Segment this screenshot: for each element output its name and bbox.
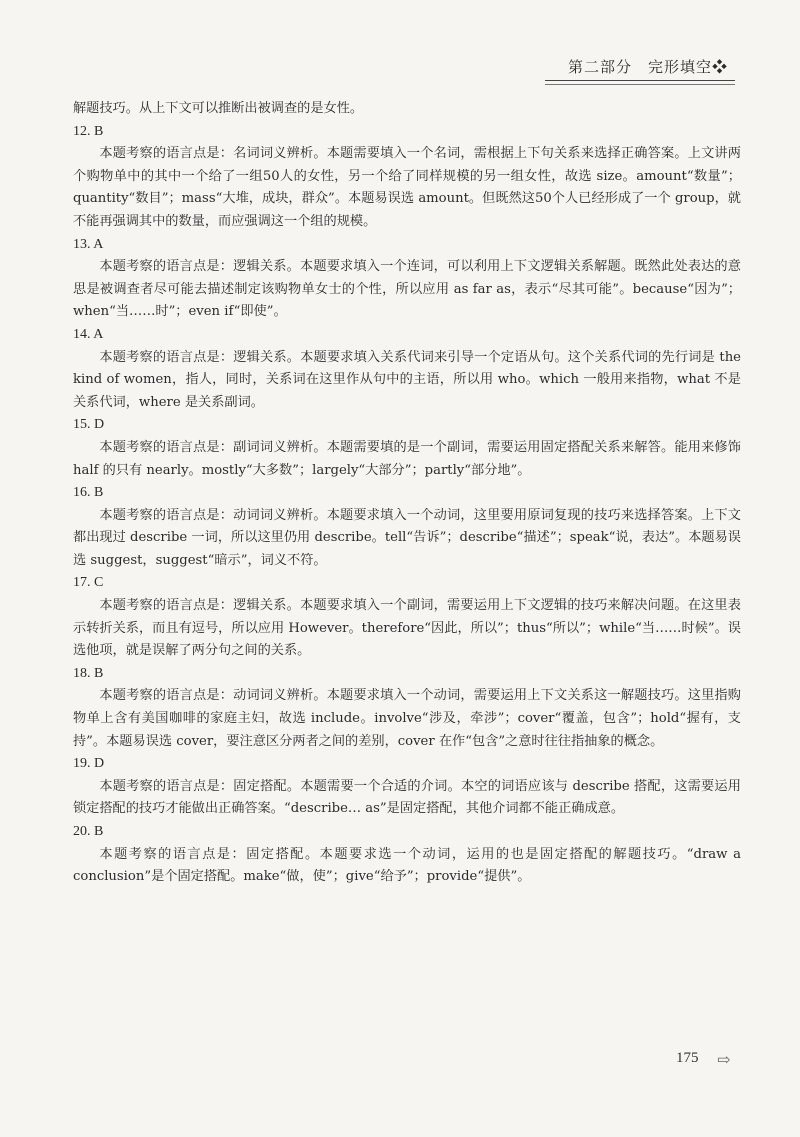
answer-number-18: 18. B bbox=[73, 665, 104, 681]
page-number: 175 bbox=[676, 1050, 699, 1066]
answer-number-15: 15. D bbox=[73, 417, 105, 433]
header-rule-thin bbox=[545, 84, 735, 85]
header-rule bbox=[545, 80, 735, 81]
answer-number-14: 14. A bbox=[73, 326, 104, 342]
answer-explanation-18: 本题考察的语言点是：动词词义辨析。本题要求填入一个动词，需要运用上下文关系这一解题技巧。这里指购物单上含有美国咖啡的家庭主妇，故选 include。involve“涉及，牵涉”；cover“覆盖，包含”；hold“握有，支持”。本题易误选 cover，要注意区分两者之间的差别，cover 在作“包含”之意时往往指抽象的概念。 bbox=[73, 688, 741, 749]
answer-explanation-14: 本题考察的语言点是：逻辑关系。本题要求填入关系代词来引导一个定语从句。这个关系代词的先行词是 the kind of women，指人，同时，关系词在这里作从句中的主语，所以用 who。which 一般用来指物，what 不是关系代词，where 是关系副词。 bbox=[73, 349, 741, 410]
section-title: 第二部分 完形填空❖ bbox=[567, 58, 728, 76]
answer-explanations bbox=[73, 98, 741, 889]
answer-number-19: 19. D bbox=[73, 756, 105, 772]
answer-explanation-16: 本题考察的语言点是：动词词义辨析。本题要求填入一个动词，这里要用原词复现的技巧来选择答案。上下文都出现过 describe 一词，所以这里仍用 describe。tell“告诉”；describe“描述”；speak“说，表达”。本题易误选 suggest，suggest“暗示”，词义不符。 bbox=[73, 507, 741, 568]
answer-explanation-20: 本题考察的语言点是：固定搭配。本题要求选一个动词，运用的也是固定搭配的解题技巧。“draw a conclusion”是个固定搭配。make“做，使”；give“给予”；provide“提供”。 bbox=[73, 846, 741, 885]
answer-number-12: 12. B bbox=[73, 123, 104, 139]
page-header bbox=[0, 0, 800, 90]
answer-explanation-19: 本题考察的语言点是：固定搭配。本题需要一个合适的介词。本空的词语应该与 describe 搭配，这需要运用锁定搭配的技巧才能做出正确答案。“describe… as”是固定搭配，其他介词都不能正确成意。 bbox=[73, 778, 741, 817]
answer-explanation-15: 本题考察的语言点是：副词词义辨析。本题需要填的是一个副词，需要运用固定搭配关系来解答。能用来修饰 half 的只有 nearly。mostly“大多数”；largely“大部分”；partly“部分地”。 bbox=[73, 439, 741, 478]
answer-number-13: 13. A bbox=[73, 236, 104, 252]
intro-text: 解题技巧。从上下文可以推断出被调查的是女性。 bbox=[73, 101, 364, 116]
answer-number-17: 17. C bbox=[73, 575, 104, 591]
answer-number-20: 20. B bbox=[73, 824, 104, 839]
answer-number-16: 16. B bbox=[73, 485, 104, 501]
answer-explanation-12: 本题考察的语言点是：名词词义辨析。本题需要填入一个名词，需根据上下句关系来选择正确答案。上文讲两个购物单中的其中一个给了一组50人的女性，另一个给了同样规模的另一组女性，故选 size。amount“数量”；quantity“数目”；mass“大堆，成块，群众”。本题易误选 amount。但既然这50个人已经形成了一个 group，就不能再强调其中的数量，而应强调这一个组的规模。 bbox=[73, 146, 741, 229]
next-arrow-icon: ⇨ bbox=[717, 1050, 731, 1069]
answer-explanation-13: 本题考察的语言点是：逻辑关系。本题要求填入一个连词，可以利用上下文逻辑关系解题。既然此处表达的意思是被调查者尽可能去描述制定该购物单女士的个性，所以应用 as far as，表示“尽其可能”。because“因为”；when“当……时”；even if“即使”。 bbox=[73, 259, 741, 320]
answer-explanation-17: 本题考察的语言点是：逻辑关系。本题要求填入一个副词，需要运用上下文逻辑的技巧来解决问题。在这里表示转折关系，而且有逗号，所以应用 However。therefore“因此，所以”；thus“所以”；while“当……时候”。误选他项，就是误解了两分句之间的关系。 bbox=[73, 598, 741, 659]
